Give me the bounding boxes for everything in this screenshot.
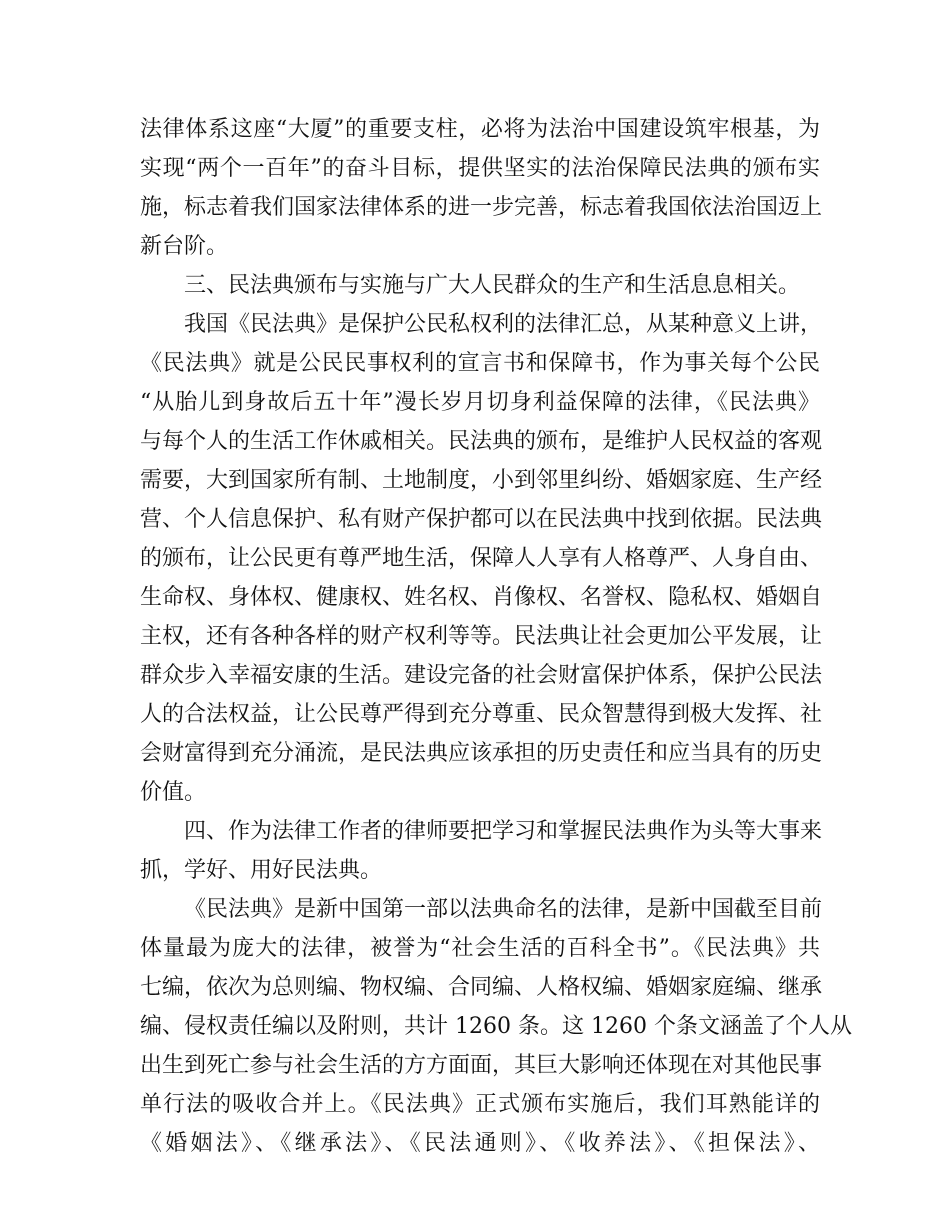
text-line: 营、个人信息保护、私有财产保护都可以在民法典中找到依据。民法典: [140, 507, 823, 532]
text-line: 需要，大到国家所有制、土地制度，小到邻里纠纷、婚姻家庭、生产经: [140, 468, 823, 493]
text-line: “从胎儿到身故后五十年”漫长岁月切身利益保障的法律，《民法典》: [140, 390, 820, 415]
text-line: 生命权、身体权、健康权、姓名权、肖像权、名誉权、隐私权、婚姻自: [140, 585, 823, 610]
text-line: 价值。: [140, 780, 207, 805]
text-line: 《民法典》就是公民民事权利的宣言书和保障书，作为事关每个公民: [140, 351, 820, 376]
text-line: 主权，还有各种各样的财产权利等等。民法典让社会更加公平发展，让: [140, 624, 823, 649]
text-line: 人的合法权益，让公民尊严得到充分尊重、民众智慧得到极大发挥、社: [140, 702, 823, 727]
text-line: 与每个人的生活工作休戚相关。民法典的颁布，是维护人民权益的客观: [140, 429, 823, 454]
text-line: 体量最为庞大的法律，被誉为“社会生活的百科全书”。《民法典》共: [140, 936, 820, 961]
text-line: 《民法典》是新中国第一部以法典命名的法律，是新中国截至目前: [184, 897, 823, 922]
text-line: 施，标志着我们国家法律体系的进一步完善，标志着我国依法治国迈上: [140, 195, 823, 220]
text-line: 的颁布，让公民更有尊严地生活，保障人人享有人格尊严、人身自由、: [140, 546, 823, 571]
text-line: 单行法的吸收合并上。《民法典》正式颁布实施后，我们耳熟能详的: [140, 1092, 820, 1117]
text-line: 法律体系这座“大厦”的重要支柱，必将为法治中国建设筑牢根基，为: [140, 117, 820, 142]
text-line: 出生到死亡参与社会生活的方方面面，其巨大影响还体现在对其他民事: [140, 1053, 823, 1078]
text-line: 会财富得到充分涌流，是民法典应该承担的历史责任和应当具有的历史: [140, 741, 823, 766]
text-line: 我国《民法典》是保护公民私权利的法律汇总，从某种意义上讲，: [184, 312, 823, 337]
text-line: 实现“两个一百年”的奋斗目标，提供坚实的法治保障民法典的颁布实: [140, 156, 820, 181]
text-line: 四、作为法律工作者的律师要把学习和掌握民法典作为头等大事来: [184, 819, 823, 844]
document-body-text: [140, 110, 852, 1163]
text-line: 新台阶。: [140, 234, 229, 259]
text-line: 抓，学好、用好民法典。: [140, 858, 383, 883]
text-line: 七编，依次为总则编、物权编、合同编、人格权编、婚姻家庭编、继承: [140, 975, 823, 1000]
text-line: 三、民法典颁布与实施与广大人民群众的生产和生活息息相关。: [184, 273, 801, 298]
text-line: 《婚姻法》、《继承法》、《民法通则》、《收养法》、《担保法》、: [140, 1131, 820, 1156]
text-line: 编、侵权责任编以及附则，共计 1260 条。这 1260 个条文涵盖了个人从: [140, 1014, 852, 1039]
text-line: 群众步入幸福安康的生活。建设完备的社会财富保护体系，保护公民法: [140, 663, 823, 688]
